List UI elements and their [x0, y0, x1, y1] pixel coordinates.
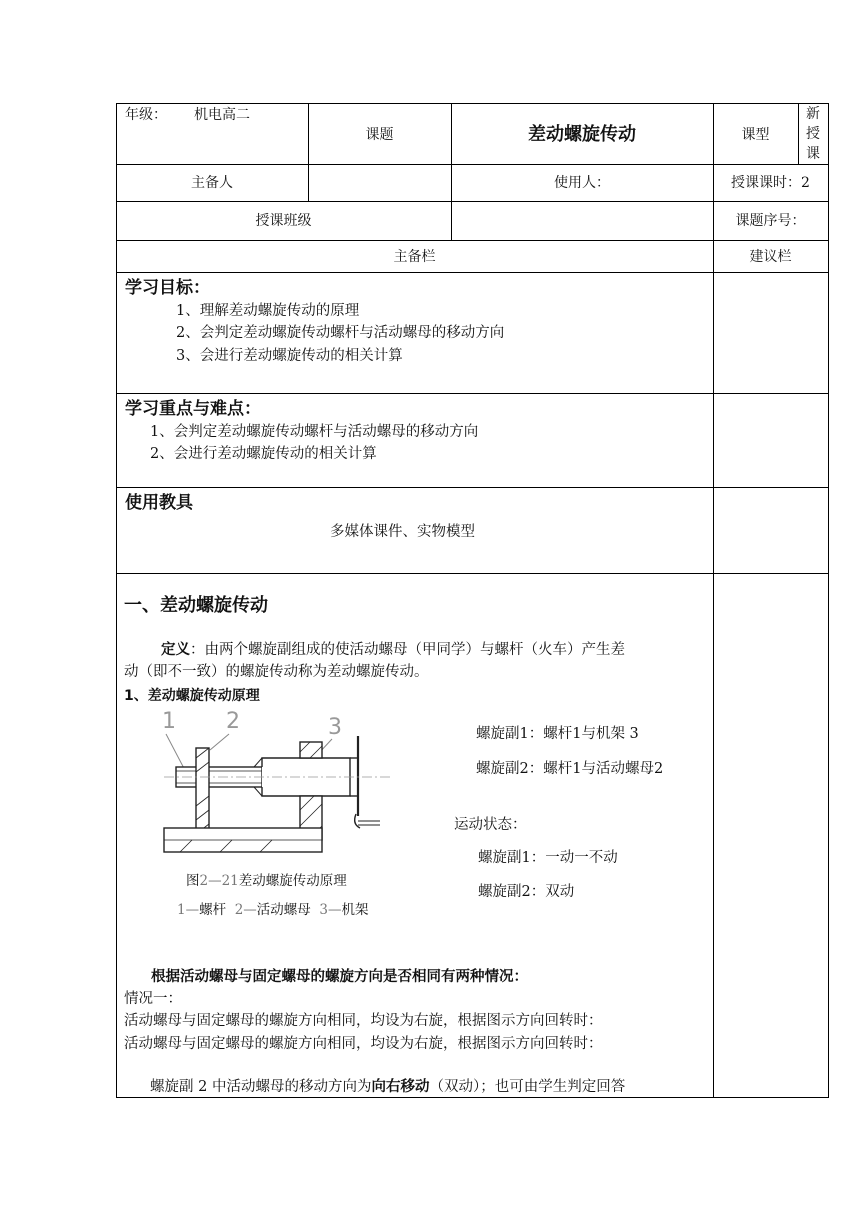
- legend-num-2: 2—: [234, 902, 257, 918]
- topic-label: 课题: [365, 127, 394, 143]
- legend-num-3: 3—: [319, 902, 342, 918]
- motion-state-2: 螺旋副2：双动: [478, 884, 575, 900]
- screw-pair-1: 螺旋副1：螺杆1与机架 3: [476, 726, 639, 742]
- differential-screw-diagram: [150, 706, 400, 866]
- table-border: [308, 103, 309, 201]
- seq-label: 课题序号：: [735, 213, 806, 229]
- hours-label: 授课课时：2: [731, 175, 810, 191]
- conclusion-line: [150, 1076, 625, 1098]
- keypoint-item: 2、会进行差动螺旋传动的相关计算: [150, 446, 377, 462]
- conclusion-bold: 向右移动: [371, 1078, 430, 1095]
- main-column-header: 主备栏: [393, 249, 436, 265]
- callout-1: 1: [162, 709, 176, 734]
- type-value-2: 授: [806, 126, 820, 142]
- case-1-text: 活动螺母与固定螺母的螺旋方向相同，均设为右旋，根据图示方向回转时：: [124, 1013, 603, 1029]
- figure-legend: [177, 901, 368, 919]
- callout-2: 2: [226, 709, 240, 734]
- conclusion-pre: 螺旋副 2 中活动螺母的移动方向为: [150, 1079, 372, 1095]
- author-label: 主备人: [191, 175, 233, 191]
- goal-item: 1、理解差动螺旋传动的原理: [176, 303, 360, 319]
- conclusion-post: （双动）；也可由学生判定回答: [429, 1079, 626, 1095]
- table-border: [116, 487, 829, 488]
- grade-label: 年级：: [125, 107, 167, 123]
- table-border: [116, 272, 829, 273]
- case-1-text-repeat: 活动螺母与固定螺母的螺旋方向相同，均设为右旋，根据图示方向回转时：: [124, 1036, 603, 1052]
- grade-value: 机电高二: [194, 107, 250, 123]
- tools-title: 使用教具: [125, 493, 193, 513]
- motion-state-1: 螺旋副1：一动一不动: [478, 850, 618, 866]
- figure-number: 2—21: [199, 873, 239, 889]
- table-border: [116, 393, 829, 394]
- table-border: [116, 103, 829, 104]
- motion-state-label: 运动状态：: [454, 817, 527, 833]
- callout-3: 3: [328, 715, 342, 740]
- figure-caption: [186, 872, 347, 890]
- type-value-3: 课: [806, 146, 820, 162]
- legend-text-2: 活动螺母: [256, 902, 311, 918]
- goal-item: 3、会进行差动螺旋传动的相关计算: [176, 348, 403, 364]
- case-1-label: 情况一：: [124, 991, 182, 1007]
- table-border: [116, 164, 829, 165]
- legend-text-3: 机架: [341, 902, 369, 918]
- cases-title: 根据活动螺母与固定螺母的螺旋方向是否相同有两种情况：: [151, 968, 528, 985]
- definition-text-1: ：由两个螺旋副组成的使活动螺母（甲同学）与螺杆（火车）产生差: [190, 642, 625, 658]
- suggest-column-header: 建议栏: [749, 249, 792, 265]
- figure-caption-prefix: 图: [186, 873, 200, 889]
- table-border: [116, 201, 829, 202]
- topic-value: 差动螺旋传动: [528, 124, 636, 145]
- table-border: [828, 103, 829, 1098]
- keypoints-title: 学习重点与难点：: [125, 399, 261, 419]
- class-label: 授课班级: [255, 213, 312, 229]
- keypoint-item: 1、会判定差动螺旋传动螺杆与活动螺母的移动方向: [150, 424, 479, 440]
- table-border: [116, 240, 829, 241]
- legend-num-1: 1—: [177, 902, 200, 918]
- type-label: 课型: [741, 127, 770, 143]
- table-border: [116, 573, 829, 574]
- definition-label: 定义: [161, 641, 190, 658]
- section-title: 一、差动螺旋传动: [124, 595, 268, 616]
- screw-pair-2: 螺旋副2：螺杆1与活动螺母2: [476, 761, 664, 777]
- user-label: 使用人：: [554, 175, 610, 191]
- legend-text-1: 螺杆: [199, 902, 227, 918]
- figure-caption-text: 差动螺旋传动原理: [238, 873, 347, 889]
- goal-item: 2、会判定差动螺旋传动螺杆与活动螺母的移动方向: [176, 325, 505, 341]
- table-border: [798, 103, 799, 164]
- definition-line-1: [161, 639, 625, 661]
- definition-line-2: 动（即不一致）的螺旋传动称为差动螺旋传动。: [124, 664, 429, 680]
- principle-subtitle: 1、差动螺旋传动原理: [124, 688, 260, 704]
- type-value-1: 新: [806, 106, 820, 122]
- tools-content: 多媒体课件、实物模型: [330, 524, 475, 540]
- goals-title: 学习目标：: [125, 278, 210, 298]
